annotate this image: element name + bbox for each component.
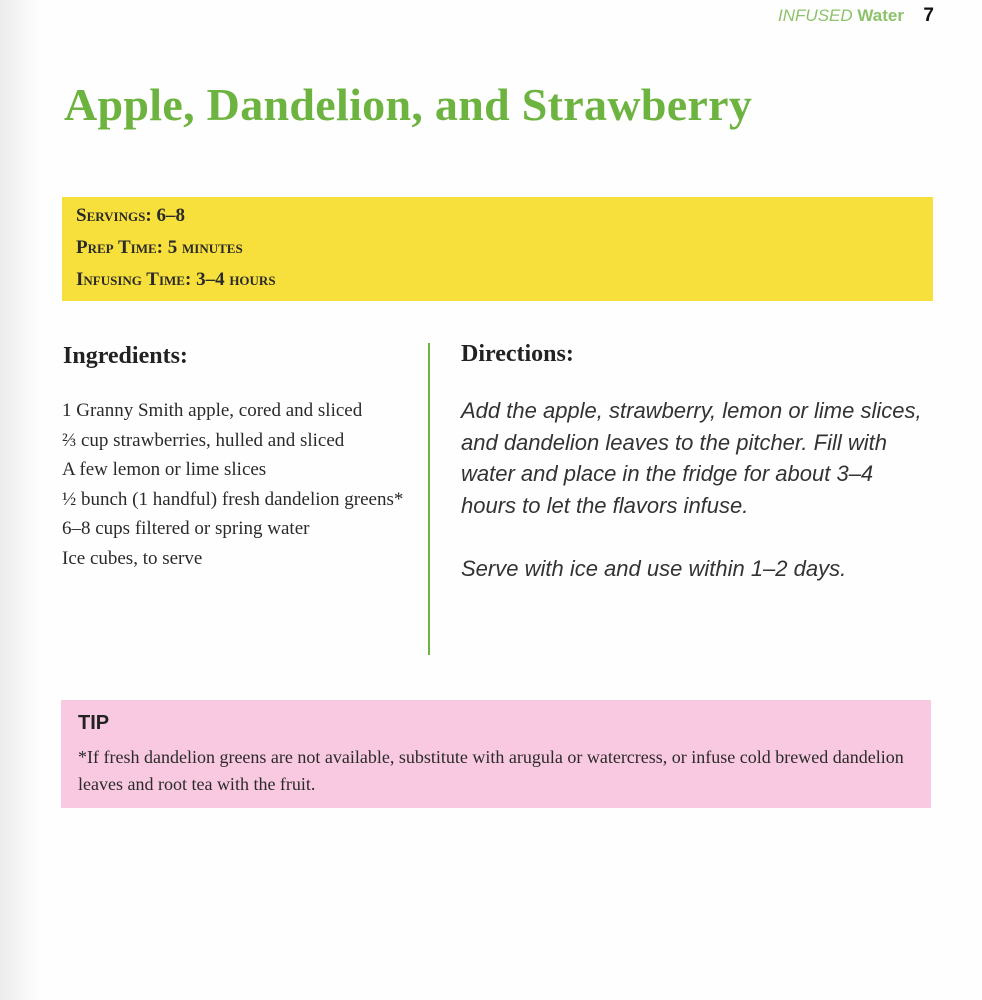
header-section-italic: INFUSED (778, 6, 853, 25)
ingredient-item: ½ bunch (1 handful) fresh dandelion greens* (62, 488, 404, 510)
servings-label: Servings: (76, 205, 152, 226)
infusing-label: Infusing Time: (76, 269, 192, 290)
column-divider (428, 343, 430, 655)
directions-paragraph: Add the apple, strawberry, lemon or lime slices, and dandelion leaves to the pitcher. Fill with water and place in the fridge for about 3–4 hours to let the flavors infuse. (461, 398, 922, 518)
page-gutter-shadow (0, 0, 40, 1000)
servings-row (76, 205, 185, 227)
ingredient-item: ⅔ cup strawberries, hulled and sliced (62, 429, 345, 451)
tip-box (61, 700, 931, 808)
servings-value: 6–8 (156, 205, 185, 226)
prep-time-row (76, 237, 243, 259)
header-section-bold: Water (857, 6, 904, 25)
recipe-info-box (62, 197, 933, 301)
running-header (778, 6, 904, 26)
directions-heading: Directions: (461, 341, 574, 367)
prep-label: Prep Time: (76, 237, 164, 258)
prep-unit: minutes (182, 237, 243, 258)
ingredient-item: A few lemon or lime slices (62, 459, 267, 480)
ingredients-heading: Ingredients: (63, 343, 188, 369)
tip-label: TIP (78, 712, 110, 734)
ingredients-list (62, 396, 412, 573)
infusing-value: 3–4 (196, 269, 225, 290)
tip-text: *If fresh dandelion greens are not available, substitute with arugula or watercress, or infuse cold brewed dandelion leaves and root tea with the fruit. (78, 747, 904, 794)
directions-text (461, 395, 931, 617)
infusing-unit: hours (229, 269, 276, 290)
ingredient-item: 6–8 cups filtered or spring water (62, 518, 310, 539)
ingredient-item: 1 Granny Smith apple, cored and sliced (62, 400, 363, 421)
page-number: 7 (923, 5, 934, 26)
ingredient-item: Ice cubes, to serve (62, 547, 203, 569)
directions-paragraph: Serve with ice and use within 1–2 days. (461, 556, 847, 581)
infusing-time-row (76, 269, 276, 291)
prep-value: 5 (167, 237, 178, 258)
recipe-title: Apple, Dandelion, and Strawberry (64, 79, 753, 130)
